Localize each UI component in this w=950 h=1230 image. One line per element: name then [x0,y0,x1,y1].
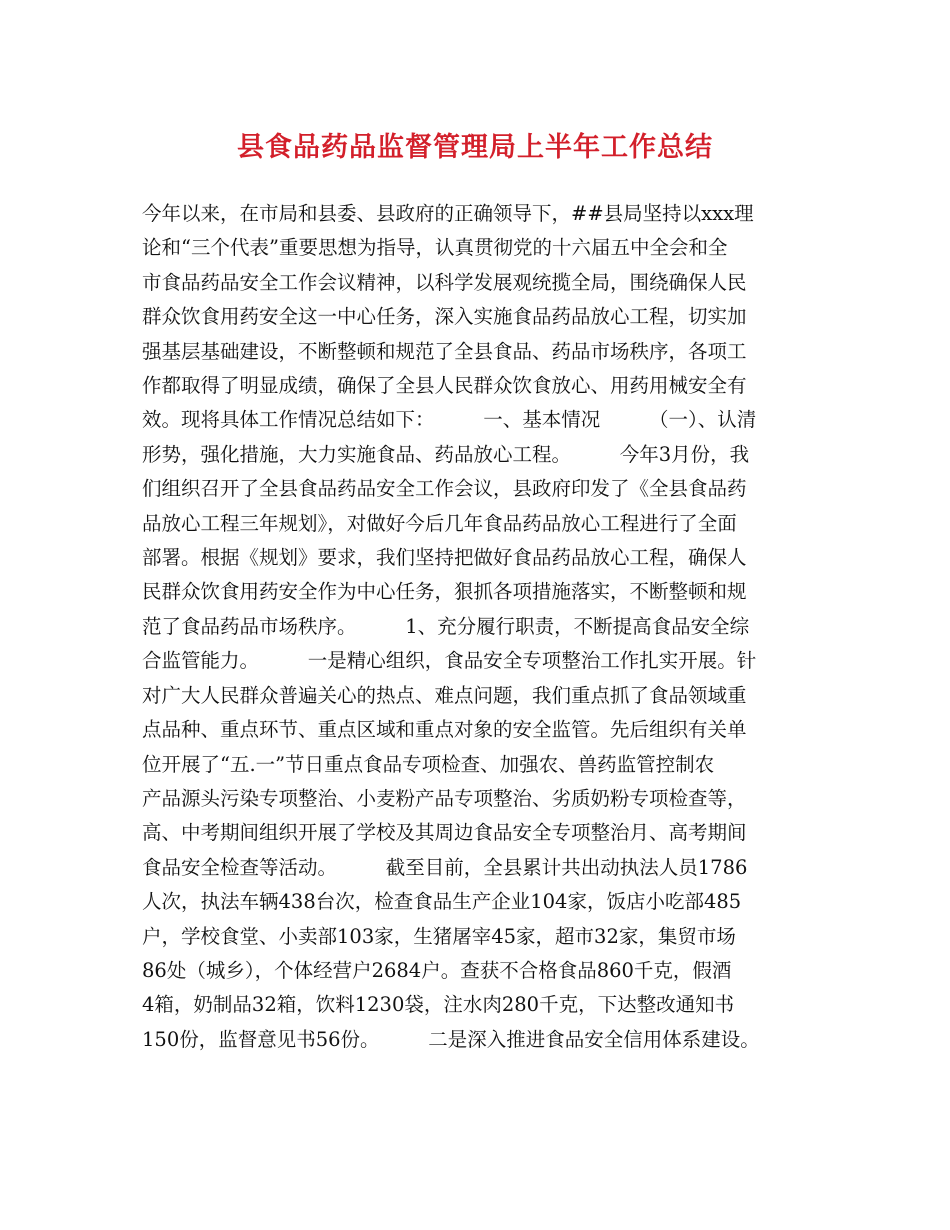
body-text-line: 们组织召开了全县食品药品安全工作会议，县政府印发了《全县食品药 [142,477,747,501]
body-text-line: 产品源头污染专项整治、小麦粉产品专项整治、劣质奶粉专项检查等， [142,786,747,810]
body-text-line: 部署。根据《规划》要求，我们坚持把做好食品药品放心工程，确保人 [142,546,747,570]
body-text-line: 群众饮食用药安全这一中心任务，深入实施食品药品放心工程，切实加 [142,305,747,329]
body-text-line: 合监管能力。 一是精心组织，食品安全专项整治工作扎实开展。针 [142,649,757,673]
body-text-line: 今年以来，在市局和县委、县政府的正确领导下，##县局坚持以xxx理 [142,202,754,225]
body-text-line: 位开展了“五.一”节日重点食品专项检查、加强农、兽药监管控制农 [142,752,715,776]
body-text-line: 对广大人民群众普遍关心的热点、难点问题，我们重点抓了食品领域重 [142,683,747,707]
body-text-line: 形势，强化措施，大力实施食品、药品放心工程。 今年3月份，我 [142,442,750,466]
body-text-line: 论和“三个代表”重要思想为指导，认真贯彻党的十六届五中全会和全 [142,236,728,260]
body-text-line: 效。现将具体工作情况总结如下： 一、基本情况 （一）、认清 [142,408,757,432]
body-text-line: 户，学校食堂、小卖部103家，生猪屠宰45家，超市32家，集贸市场 [142,924,736,948]
document-body [142,197,837,1057]
body-text-line: 86处（城乡），个体经营户2684户。查获不合格食品860千克，假酒 [142,958,732,982]
body-text-line: 4箱，奶制品32箱，饮料1230袋，注水肉280千克，下达整改通知书 [142,993,735,1017]
body-text-line: 人次，执法车辆438台次，检查食品生产企业104家，饭店小吃部485 [142,890,742,914]
body-text-line: 范了食品药品市场秩序。 1、充分履行职责，不断提高食品安全综 [142,614,750,638]
body-text-line: 品放心工程三年规划》，对做好今后几年食品药品放心工程进行了全面 [142,511,737,535]
body-text-line: 食品安全检查等活动。 截至目前，全县累计共出动执法人员1786 [142,855,748,879]
body-text-line: 民群众饮食用药安全作为中心任务，狠抓各项措施落实，不断整顿和规 [142,580,747,604]
body-text-line: 高、中考期间组织开展了学校及其周边食品安全专项整治月、高考期间 [142,821,747,845]
body-text-line: 强基层基础建设，不断整顿和规范了全县食品、药品市场秩序，各项工 [142,339,747,363]
document-title: 县食品药品监督管理局上半年工作总结 [237,132,713,163]
body-text-line: 150份，监督意见书56份。 二是深入推进食品安全信用体系建设。 [142,1027,760,1051]
body-text-line: 点品种、重点环节、重点区域和重点对象的安全监管。先后组织有关单 [142,718,747,742]
body-text-line: 市食品药品安全工作会议精神，以科学发展观统揽全局，围绕确保人民 [142,270,747,294]
body-text-line: 作都取得了明显成绩，确保了全县人民群众饮食放心、用药用械安全有 [142,374,747,398]
